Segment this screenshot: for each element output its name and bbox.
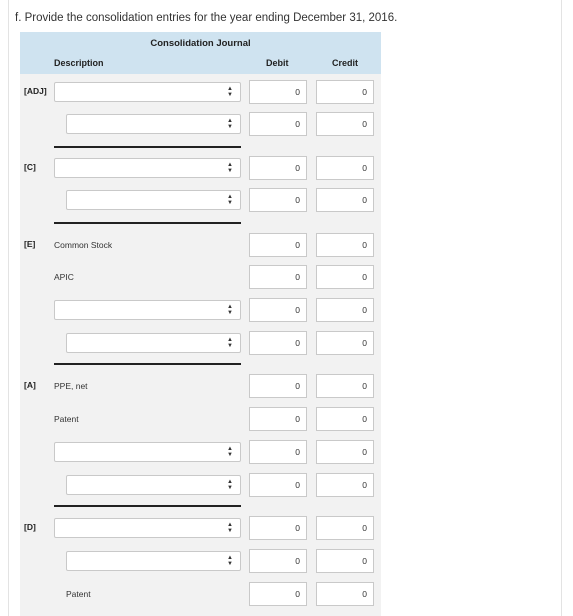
account-select[interactable] [66,190,241,210]
entry-label-1: [C] [24,162,36,172]
credit-header: Credit [332,58,359,68]
footer-text-cutoff [20,611,220,616]
entry-label-4: [D] [24,522,36,532]
credit-input[interactable]: 0 [316,582,374,606]
debit-input[interactable]: 0 [249,473,307,497]
account-select[interactable] [66,333,241,353]
account-select[interactable] [54,158,241,178]
updown-chevron-icon: ▲ ▼ [227,555,233,567]
debit-input[interactable]: 0 [249,112,307,136]
debit-input[interactable]: 0 [249,233,307,257]
question-text: f. Provide the consolidation entries for the year ending December 31, 2016. [15,12,398,24]
entry-label-2: [E] [24,239,36,249]
account-name: APIC [54,272,74,282]
debit-input[interactable]: 0 [249,188,307,212]
consolidation-journal [20,32,381,616]
debit-input[interactable]: 0 [249,407,307,431]
entry-separator [54,505,241,507]
debit-input[interactable]: 0 [249,374,307,398]
updown-chevron-icon: ▲ ▼ [227,162,233,174]
journal-title: Consolidation Journal [150,38,251,49]
entry-label-3: [A] [24,380,36,390]
updown-chevron-icon: ▲ ▼ [227,86,233,98]
updown-chevron-icon: ▲ ▼ [227,479,233,491]
credit-input[interactable]: 0 [316,233,374,257]
credit-input[interactable]: 0 [316,440,374,464]
account-name: Common Stock [54,240,113,250]
entry-separator [54,222,241,224]
credit-input[interactable]: 0 [316,298,374,322]
debit-input[interactable]: 0 [249,331,307,355]
account-select[interactable] [54,518,241,538]
account-select[interactable] [54,442,241,462]
credit-input[interactable]: 0 [316,473,374,497]
credit-input[interactable]: 0 [316,156,374,180]
account-select[interactable] [66,551,241,571]
updown-chevron-icon: ▲ ▼ [227,337,233,349]
debit-input[interactable]: 0 [249,549,307,573]
entry-label-0: [ADJ] [24,86,47,96]
credit-input[interactable]: 0 [316,265,374,289]
description-header: Description [54,58,104,68]
updown-chevron-icon: ▲ ▼ [227,194,233,206]
credit-input[interactable]: 0 [316,374,374,398]
credit-input[interactable]: 0 [316,112,374,136]
account-name: PPE, net [54,381,88,391]
debit-input[interactable]: 0 [249,516,307,540]
debit-header: Debit [266,58,289,68]
debit-input[interactable]: 0 [249,440,307,464]
account-select[interactable] [66,114,241,134]
debit-input[interactable]: 0 [249,298,307,322]
credit-input[interactable]: 0 [316,331,374,355]
debit-input[interactable]: 0 [249,582,307,606]
credit-input[interactable]: 0 [316,549,374,573]
account-select[interactable] [66,475,241,495]
entry-separator [54,363,241,365]
updown-chevron-icon: ▲ ▼ [227,522,233,534]
updown-chevron-icon: ▲ ▼ [227,304,233,316]
credit-input[interactable]: 0 [316,188,374,212]
debit-input[interactable]: 0 [249,80,307,104]
journal-header [20,32,381,74]
account-name: Patent [54,414,79,424]
credit-input[interactable]: 0 [316,407,374,431]
entry-separator [54,146,241,148]
debit-input[interactable]: 0 [249,156,307,180]
updown-chevron-icon: ▲ ▼ [227,118,233,130]
debit-input[interactable]: 0 [249,265,307,289]
account-select[interactable] [54,300,241,320]
credit-input[interactable]: 0 [316,516,374,540]
account-name: Patent [66,589,91,599]
updown-chevron-icon: ▲ ▼ [227,446,233,458]
account-select[interactable] [54,82,241,102]
credit-input[interactable]: 0 [316,80,374,104]
